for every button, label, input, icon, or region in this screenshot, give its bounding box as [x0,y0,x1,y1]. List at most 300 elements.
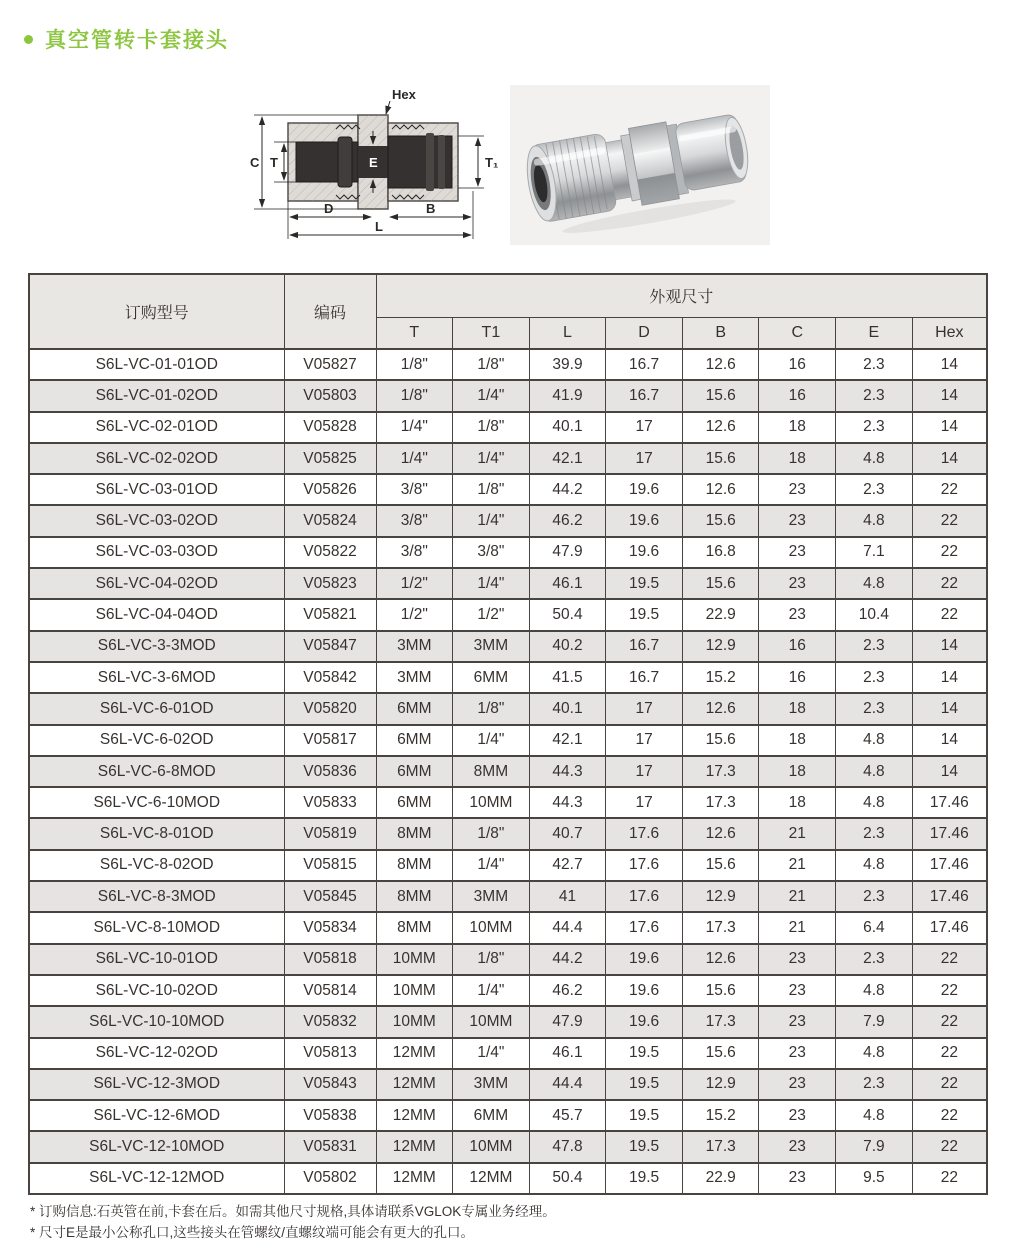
footnotes [30,1202,556,1244]
cell-e: 2.3 [836,693,913,724]
dim-label-t1: T₁ [485,155,499,170]
table-row [29,380,987,411]
cell-t1: 10MM [453,1006,530,1037]
cell-b: 12.6 [682,944,759,975]
cell-l: 40.7 [529,818,606,849]
cell-t: 6MM [376,756,453,787]
cell-hex: 22 [912,1006,987,1037]
cell-l: 47.9 [529,1006,606,1037]
table-row [29,631,987,662]
cell-e: 2.3 [836,631,913,662]
cell-e: 2.3 [836,662,913,693]
cell-e: 4.8 [836,850,913,881]
dim-label-b: B [426,201,436,216]
cell-c: 16 [759,380,836,411]
cell-c: 23 [759,474,836,505]
cell-hex: 14 [912,443,987,474]
cell-t1: 1/4" [453,1038,530,1069]
cell-code: V05834 [284,912,376,943]
cell-model: S6L-VC-02-02OD [29,443,284,474]
cell-l: 40.1 [529,693,606,724]
cell-d: 19.6 [606,1006,683,1037]
cell-b: 12.9 [682,1069,759,1100]
cell-c: 16 [759,349,836,380]
cell-model: S6L-VC-6-10MOD [29,787,284,818]
cell-hex: 22 [912,505,987,536]
cell-t1: 3MM [453,881,530,912]
cell-c: 21 [759,818,836,849]
cell-t: 10MM [376,944,453,975]
cell-c: 23 [759,1100,836,1131]
cell-d: 16.7 [606,631,683,662]
cell-e: 7.9 [836,1131,913,1162]
cell-e: 2.3 [836,412,913,443]
cell-model: S6L-VC-03-03OD [29,537,284,568]
cell-e: 4.8 [836,1038,913,1069]
cell-t1: 3MM [453,631,530,662]
table-row [29,1006,987,1037]
table-row [29,818,987,849]
technical-drawing [240,85,500,245]
cell-t1: 1/8" [453,474,530,505]
col-header-l: L [529,317,606,349]
cell-e: 4.8 [836,568,913,599]
cell-d: 16.7 [606,349,683,380]
cell-l: 40.1 [529,412,606,443]
cell-c: 23 [759,1038,836,1069]
page-title-text: 真空管转卡套接头 [45,29,229,52]
table-row [29,1131,987,1162]
cell-model: S6L-VC-12-3MOD [29,1069,284,1100]
cell-c: 23 [759,505,836,536]
cell-model: S6L-VC-12-6MOD [29,1100,284,1131]
cell-b: 16.8 [682,537,759,568]
product-photo [510,85,770,245]
cell-c: 16 [759,662,836,693]
col-header-model: 订购型号 [29,274,284,349]
cell-b: 15.6 [682,568,759,599]
cell-code: V05825 [284,443,376,474]
cell-code: V05827 [284,349,376,380]
cell-model: S6L-VC-03-01OD [29,474,284,505]
cell-l: 41 [529,881,606,912]
cell-t: 3/8" [376,537,453,568]
cell-model: S6L-VC-3-6MOD [29,662,284,693]
cell-t: 1/4" [376,412,453,443]
cell-d: 19.6 [606,537,683,568]
cell-hex: 22 [912,474,987,505]
table-row [29,912,987,943]
cell-e: 4.8 [836,756,913,787]
cell-l: 39.9 [529,349,606,380]
cell-e: 4.8 [836,725,913,756]
cell-c: 23 [759,1006,836,1037]
cell-e: 2.3 [836,881,913,912]
cell-e: 6.4 [836,912,913,943]
cell-t: 12MM [376,1163,453,1194]
cell-hex: 22 [912,599,987,630]
cell-e: 2.3 [836,818,913,849]
cell-e: 9.5 [836,1163,913,1194]
cell-b: 15.6 [682,443,759,474]
cell-hex: 22 [912,1069,987,1100]
cell-hex: 22 [912,975,987,1006]
cell-b: 22.9 [682,599,759,630]
cell-model: S6L-VC-8-3MOD [29,881,284,912]
cell-e: 4.8 [836,443,913,474]
table-row [29,1163,987,1194]
cell-d: 19.5 [606,1100,683,1131]
cell-hex: 22 [912,1038,987,1069]
spec-table [28,273,988,1195]
cell-l: 44.3 [529,787,606,818]
cell-e: 2.3 [836,474,913,505]
cell-t1: 1/2" [453,599,530,630]
table-row [29,693,987,724]
cell-t: 1/8" [376,349,453,380]
cell-t: 1/2" [376,568,453,599]
cell-t: 10MM [376,1006,453,1037]
cell-code: V05823 [284,568,376,599]
cell-model: S6L-VC-02-01OD [29,412,284,443]
cell-hex: 22 [912,1163,987,1194]
cell-t1: 10MM [453,787,530,818]
cell-model: S6L-VC-6-02OD [29,725,284,756]
cell-code: V05824 [284,505,376,536]
page-title [24,24,229,54]
cell-c: 21 [759,850,836,881]
cell-b: 15.6 [682,1038,759,1069]
cell-l: 44.4 [529,1069,606,1100]
cell-t1: 1/8" [453,349,530,380]
cell-model: S6L-VC-01-02OD [29,380,284,411]
cell-e: 4.8 [836,505,913,536]
cell-l: 47.9 [529,537,606,568]
cell-l: 44.4 [529,912,606,943]
cell-code: V05821 [284,599,376,630]
cell-t1: 1/4" [453,850,530,881]
cell-b: 15.2 [682,662,759,693]
cell-t1: 1/8" [453,412,530,443]
cell-c: 18 [759,787,836,818]
cell-d: 19.6 [606,474,683,505]
cell-code: V05822 [284,537,376,568]
cell-d: 19.6 [606,944,683,975]
cell-code: V05826 [284,474,376,505]
cell-model: S6L-VC-12-12MOD [29,1163,284,1194]
cell-hex: 14 [912,380,987,411]
cell-l: 41.9 [529,380,606,411]
cell-b: 22.9 [682,1163,759,1194]
cell-b: 12.6 [682,349,759,380]
table-row [29,756,987,787]
table-row [29,725,987,756]
cell-l: 42.7 [529,850,606,881]
cell-hex: 22 [912,1100,987,1131]
cell-e: 7.9 [836,1006,913,1037]
cell-d: 19.5 [606,1069,683,1100]
col-header-t: T [376,317,453,349]
cell-code: V05831 [284,1131,376,1162]
cell-d: 17 [606,412,683,443]
cell-e: 2.3 [836,380,913,411]
cell-c: 16 [759,631,836,662]
cell-c: 18 [759,412,836,443]
cell-hex: 22 [912,537,987,568]
table-row [29,975,987,1006]
cell-model: S6L-VC-10-01OD [29,944,284,975]
cell-b: 12.9 [682,881,759,912]
cell-code: V05819 [284,818,376,849]
cell-b: 15.6 [682,380,759,411]
cell-l: 47.8 [529,1131,606,1162]
cell-t1: 1/4" [453,505,530,536]
cell-d: 17 [606,693,683,724]
cell-code: V05845 [284,881,376,912]
cell-t1: 1/8" [453,944,530,975]
col-header-dimensions-group: 外观尺寸 [376,274,987,317]
cell-b: 17.3 [682,787,759,818]
col-header-code: 编码 [284,274,376,349]
cell-d: 19.5 [606,1038,683,1069]
cell-b: 15.6 [682,850,759,881]
dim-label-e: E [369,155,378,170]
cell-model: S6L-VC-8-02OD [29,850,284,881]
cell-hex: 17.46 [912,787,987,818]
cell-model: S6L-VC-6-01OD [29,693,284,724]
cell-code: V05842 [284,662,376,693]
col-header-c: C [759,317,836,349]
cell-e: 7.1 [836,537,913,568]
cell-model: S6L-VC-12-02OD [29,1038,284,1069]
table-row [29,1038,987,1069]
cell-e: 4.8 [836,787,913,818]
table-row [29,787,987,818]
cell-l: 46.2 [529,505,606,536]
col-header-t1: T1 [453,317,530,349]
cell-model: S6L-VC-03-02OD [29,505,284,536]
cell-d: 19.6 [606,975,683,1006]
cell-code: V05847 [284,631,376,662]
table-row [29,505,987,536]
cell-code: V05817 [284,725,376,756]
cell-b: 15.2 [682,1100,759,1131]
cell-model: S6L-VC-8-01OD [29,818,284,849]
cell-d: 17 [606,787,683,818]
table-row [29,850,987,881]
dim-label-l: L [375,219,383,234]
cell-hex: 22 [912,568,987,599]
cell-c: 21 [759,912,836,943]
cell-hex: 14 [912,756,987,787]
cell-t1: 3MM [453,1069,530,1100]
table-row [29,474,987,505]
dim-label-hex: Hex [392,87,416,102]
cell-model: S6L-VC-12-10MOD [29,1131,284,1162]
cell-hex: 22 [912,944,987,975]
cell-t: 3/8" [376,505,453,536]
cell-d: 17.6 [606,881,683,912]
col-header-e: E [836,317,913,349]
cell-b: 17.3 [682,1006,759,1037]
cell-t: 1/4" [376,443,453,474]
table-row [29,537,987,568]
dim-label-t: T [270,155,278,170]
cell-model: S6L-VC-10-10MOD [29,1006,284,1037]
cell-t: 6MM [376,693,453,724]
cell-b: 15.6 [682,725,759,756]
cell-hex: 14 [912,693,987,724]
cell-code: V05803 [284,380,376,411]
cell-t1: 1/8" [453,693,530,724]
cell-b: 17.3 [682,1131,759,1162]
cell-d: 19.5 [606,1163,683,1194]
cell-code: V05833 [284,787,376,818]
footnote-dimension-e: * 尺寸E是最小公称孔口,这些接头在管螺纹/直螺纹端可能会有更大的孔口。 [30,1224,475,1240]
cell-b: 17.3 [682,756,759,787]
table-row [29,1100,987,1131]
cell-b: 12.6 [682,818,759,849]
cell-t: 3MM [376,662,453,693]
cell-d: 19.5 [606,1131,683,1162]
cell-d: 17.6 [606,912,683,943]
cell-model: S6L-VC-8-10MOD [29,912,284,943]
cell-t1: 12MM [453,1163,530,1194]
cell-model: S6L-VC-3-3MOD [29,631,284,662]
cell-c: 23 [759,944,836,975]
cell-c: 23 [759,1131,836,1162]
cell-l: 46.1 [529,1038,606,1069]
cell-l: 50.4 [529,1163,606,1194]
cell-e: 2.3 [836,944,913,975]
cell-model: S6L-VC-6-8MOD [29,756,284,787]
cell-code: V05814 [284,975,376,1006]
cell-t: 3MM [376,631,453,662]
bullet-icon [24,35,33,44]
cell-t1: 1/4" [453,380,530,411]
cell-e: 2.3 [836,349,913,380]
cell-d: 17 [606,725,683,756]
cell-hex: 14 [912,662,987,693]
cell-hex: 17.46 [912,881,987,912]
cell-t1: 8MM [453,756,530,787]
cell-l: 42.1 [529,443,606,474]
cell-t: 12MM [376,1131,453,1162]
cell-hex: 17.46 [912,818,987,849]
cell-t1: 6MM [453,1100,530,1131]
cell-t1: 10MM [453,912,530,943]
dimension-lines [250,87,498,239]
cell-t: 12MM [376,1069,453,1100]
table-row [29,599,987,630]
cell-code: V05843 [284,1069,376,1100]
cell-code: V05813 [284,1038,376,1069]
cell-l: 40.2 [529,631,606,662]
cell-t: 8MM [376,850,453,881]
table-row [29,944,987,975]
cell-hex: 17.46 [912,912,987,943]
cell-t: 1/2" [376,599,453,630]
cell-t1: 3/8" [453,537,530,568]
cell-hex: 14 [912,412,987,443]
cell-model: S6L-VC-10-02OD [29,975,284,1006]
cell-t: 6MM [376,787,453,818]
cell-c: 18 [759,693,836,724]
cell-d: 19.5 [606,599,683,630]
cell-l: 45.7 [529,1100,606,1131]
cell-c: 23 [759,599,836,630]
dim-label-d: D [324,201,334,216]
cell-t1: 1/4" [453,568,530,599]
cell-code: V05802 [284,1163,376,1194]
cell-e: 4.8 [836,975,913,1006]
cell-l: 44.2 [529,944,606,975]
cell-l: 44.2 [529,474,606,505]
cell-l: 41.5 [529,662,606,693]
cell-t: 12MM [376,1038,453,1069]
cell-d: 16.7 [606,380,683,411]
cell-d: 17.6 [606,850,683,881]
cell-l: 44.3 [529,756,606,787]
cell-c: 18 [759,725,836,756]
cell-e: 4.8 [836,1100,913,1131]
dim-label-c: C [250,155,260,170]
col-header-d: D [606,317,683,349]
cell-code: V05828 [284,412,376,443]
cell-c: 23 [759,1069,836,1100]
cell-b: 12.9 [682,631,759,662]
cell-d: 17 [606,756,683,787]
cell-code: V05815 [284,850,376,881]
cell-b: 12.6 [682,412,759,443]
cell-c: 23 [759,975,836,1006]
cell-t: 10MM [376,975,453,1006]
cell-t1: 1/4" [453,975,530,1006]
cell-code: V05838 [284,1100,376,1131]
cell-c: 23 [759,537,836,568]
cell-b: 12.6 [682,474,759,505]
cell-t1: 6MM [453,662,530,693]
cell-hex: 14 [912,725,987,756]
footnote-ordering-info: * 订购信息:石英管在前,卡套在后。如需其他尺寸规格,具体请联系VGLOK专属业务经理。 [30,1204,556,1219]
cell-d: 16.7 [606,662,683,693]
cell-c: 23 [759,568,836,599]
cell-t: 1/8" [376,380,453,411]
table-row [29,443,987,474]
cell-code: V05818 [284,944,376,975]
cell-hex: 17.46 [912,850,987,881]
table-row [29,568,987,599]
cell-l: 50.4 [529,599,606,630]
cell-t1: 1/8" [453,818,530,849]
col-header-b: B [682,317,759,349]
table-row [29,662,987,693]
table-row [29,412,987,443]
cell-b: 12.6 [682,693,759,724]
cell-code: V05820 [284,693,376,724]
cell-t: 6MM [376,725,453,756]
cell-hex: 14 [912,631,987,662]
cell-e: 10.4 [836,599,913,630]
col-header-hex: Hex [912,317,987,349]
cell-t: 8MM [376,881,453,912]
table-row [29,349,987,380]
cell-code: V05832 [284,1006,376,1037]
cell-b: 17.3 [682,912,759,943]
cell-c: 23 [759,1163,836,1194]
cell-t1: 1/4" [453,725,530,756]
cell-model: S6L-VC-01-01OD [29,349,284,380]
